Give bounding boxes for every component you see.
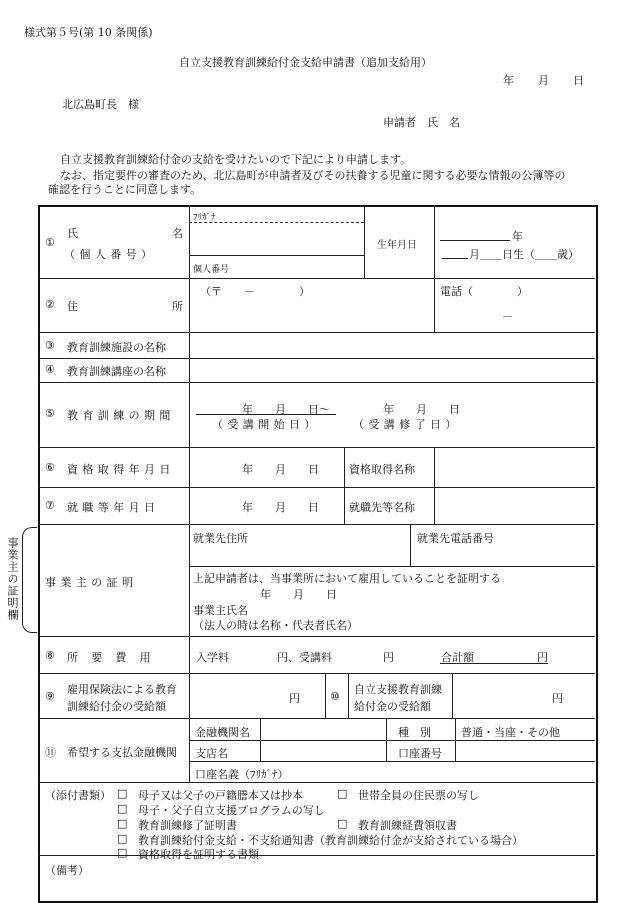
date-day: 日 [573, 74, 584, 87]
phone-label: 電話（ ） [440, 285, 528, 298]
furigana-label: ﾌﾘｶﾞﾅ [193, 213, 216, 223]
addressee: 北広島町長 様 [62, 98, 139, 111]
row2-label-sho: 所 [172, 300, 183, 313]
attachment-item-3: 母子・父子自立支援プログラムの写し [138, 804, 325, 817]
row9-label-a: 雇用保険法による教育 [67, 683, 177, 696]
name-field[interactable] [190, 224, 363, 254]
attachment-item-1: 母子又は父子の戸籍謄本又は抄本 [138, 789, 303, 802]
qualification-name-field[interactable] [435, 448, 594, 486]
row11-num: ⑪ [45, 746, 56, 759]
date-month: 月 [538, 74, 549, 87]
total-label: 合計額 [441, 651, 474, 664]
row10-label-b: 給付金の受給額 [354, 700, 431, 713]
row9-num: ⑨ [45, 690, 55, 703]
row9-yen: 円 [289, 692, 300, 705]
remarks-label: （備考） [45, 864, 89, 877]
attachment-item-4: 教育訓練修了証明書 [138, 819, 237, 832]
work-address-label: 就業先住所 [193, 532, 248, 545]
row1-num: ① [45, 236, 55, 249]
row4-label: 教育訓練講座の名称 [67, 365, 166, 378]
date-year: 年 [503, 74, 514, 87]
owner-name-note: （法人の時は名称・代表者氏名） [193, 619, 358, 632]
birth-month-day: 月＿＿日生（＿＿歳） [469, 248, 579, 261]
attachment-item-2: 世帯全員の住民票の写し [358, 789, 479, 802]
applicant-label: 申請者 氏 名 [383, 116, 460, 129]
cert-date: 年 月 日 [260, 588, 337, 601]
row6-num: ⑥ [45, 461, 55, 474]
attachment-checkbox-2[interactable]: □ [337, 787, 348, 800]
employer-cert-label: 事業主の証明 [45, 576, 138, 589]
end-note: （受講修了日） [353, 418, 461, 431]
row4-num: ④ [45, 363, 55, 376]
qualification-date: 年 月 日 [242, 463, 319, 476]
row1-label-mei: 名 [172, 227, 183, 240]
row10-label-a: 自立支援教育訓練 [354, 683, 442, 696]
entrance-fee-label: 入学料 [196, 651, 229, 664]
total-yen: 円 [537, 651, 548, 664]
attachment-checkbox-3[interactable]: □ [117, 802, 128, 815]
intro-line-3: 確認を行うことに同意します。 [48, 183, 202, 196]
address-field[interactable] [190, 296, 433, 330]
attachment-item-7: 資格取得を証明する書類 [138, 848, 259, 861]
account-number-label: 口座番号 [398, 747, 442, 760]
attachment-item-6: 教育訓練給付金支給・不支給通知書（教育訓練給付金が支給されている場合） [138, 834, 523, 847]
birth-year: 年 [512, 230, 523, 243]
row2-num: ② [45, 298, 55, 311]
qualification-name-label: 資格取得名称 [349, 463, 415, 476]
row1-label-kojin: （個人番号） [64, 248, 157, 261]
attachment-checkbox-5[interactable]: □ [337, 817, 348, 830]
work-phone-label: 就業先電話番号 [417, 532, 494, 545]
tuition-label: 円、受講料 [277, 651, 332, 664]
row10-yen: 円 [552, 692, 563, 705]
row7-label: 就職等年月日 [67, 501, 160, 514]
form-number: 様式第５号(第 10 条関係) [24, 26, 153, 39]
attachment-checkbox-7[interactable]: □ [117, 846, 128, 859]
birthdate-label: 生年月日 [377, 240, 417, 251]
row6-label: 資格取得年月日 [67, 463, 175, 476]
account-kind-options: 普通・当座・その他 [461, 726, 560, 739]
kojin-bango-label: 個人番号 [193, 265, 230, 275]
row5-label: 教育訓練の期間 [67, 409, 175, 422]
bank-name-label: 金融機関名 [195, 726, 250, 739]
row10-num: ⑩ [330, 690, 340, 703]
employer-name-field[interactable] [435, 488, 594, 523]
training-course-field[interactable] [190, 359, 594, 381]
postal-code: （〒 － ） [200, 285, 310, 298]
phone-dash: － [502, 310, 513, 323]
attachment-checkbox-4[interactable]: □ [117, 817, 128, 830]
tuition-yen: 円 [383, 651, 394, 664]
attachment-checkbox-6[interactable]: □ [117, 832, 128, 845]
intro-line-2: なお、指定要件の審査のため、北広島町が申請者及びその扶養する児童に関する必要な情報の公簿等の [60, 169, 566, 182]
form-title: 自立支援教育訓練給付金支給申請書（追加支給用） [179, 56, 432, 69]
remarks-field[interactable] [40, 875, 592, 897]
account-holder-label: 口座名義（ﾌﾘｶﾞﾅ） [195, 768, 289, 781]
row8-label: 所要費用 [67, 651, 164, 664]
employment-date: 年 月 日 [242, 501, 319, 514]
employer-name-label: 就職先等名称 [349, 501, 415, 514]
row1-label-shi: 氏 [67, 227, 78, 240]
owner-name-label: 事業主氏名 [193, 604, 248, 617]
branch-label: 支店名 [195, 747, 228, 760]
training-facility-field[interactable] [190, 333, 594, 357]
row8-num: ⑧ [45, 649, 55, 662]
row3-label: 教育訓練施設の名称 [67, 341, 166, 354]
intro-line-1: 自立支援教育訓練給付金の支給を受けたいので下記により申請します。 [60, 153, 412, 166]
attachment-checkbox-1[interactable]: □ [117, 787, 128, 800]
attachments-label: （添付書類） [45, 789, 111, 802]
training-end-date: 年 月 日 [383, 403, 460, 416]
start-note: （受講開始日） [212, 418, 320, 431]
account-kind-label: 種 別 [398, 726, 431, 739]
row3-num: ③ [45, 339, 55, 352]
row9-label-b: 訓練給付金の受給額 [67, 700, 166, 713]
row11-label: 希望する支払金融機関 [67, 746, 177, 759]
row5-num: ⑤ [45, 407, 55, 420]
row2-label-ju: 住 [67, 300, 78, 313]
training-start-date: 年 月 日〜 [242, 403, 330, 416]
row7-num: ⑦ [45, 499, 55, 512]
attachment-item-5: 教育訓練経費領収書 [358, 819, 457, 832]
cert-text: 上記申請者は、当事業所において雇用していることを証明する [193, 572, 501, 585]
side-label-employer-cert: 事業主の証明欄 [6, 537, 19, 621]
